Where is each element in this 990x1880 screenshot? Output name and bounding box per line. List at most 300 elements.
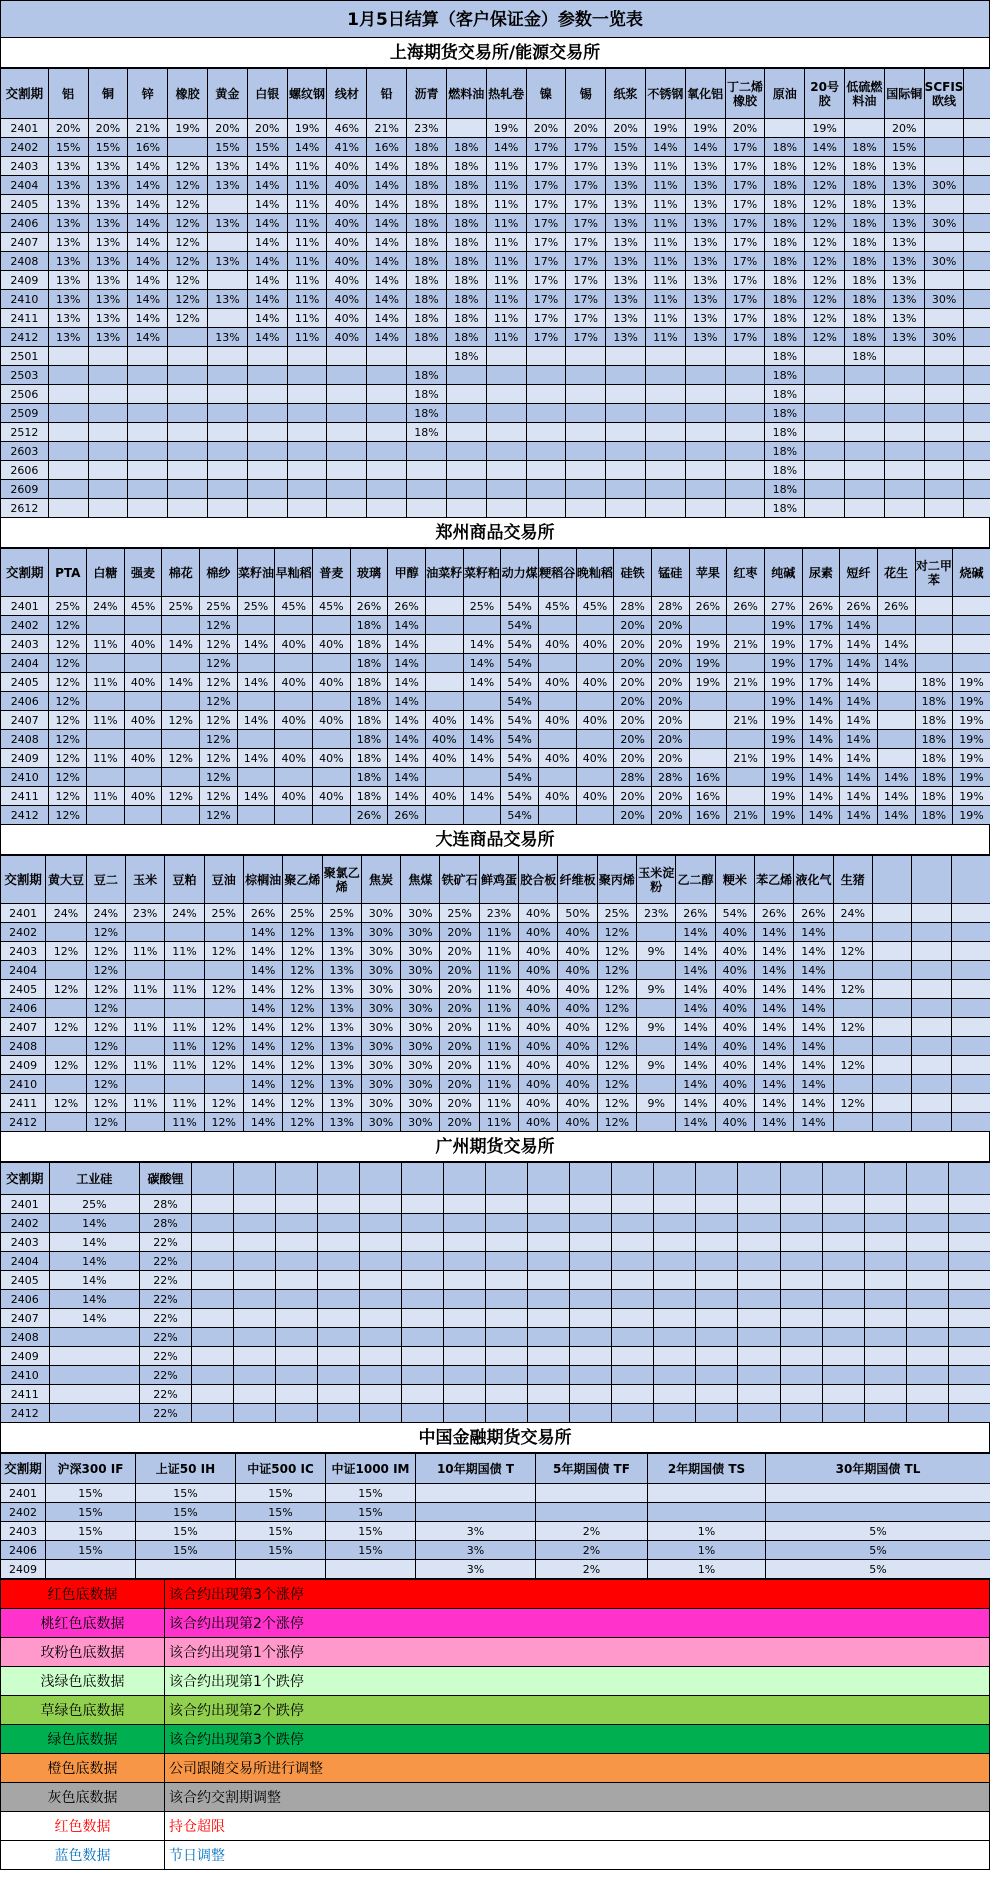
- table-row: [1, 385, 990, 404]
- margin-table-shfe: [0, 68, 990, 518]
- product-header: 油菜籽: [425, 549, 463, 597]
- delivery-period-cell: 2411: [1, 787, 49, 806]
- margin-rate-cell: 14%: [840, 654, 878, 673]
- product-header: 强麦: [124, 549, 162, 597]
- margin-rate-cell: [884, 461, 924, 480]
- margin-rate-cell: 17%: [526, 157, 566, 176]
- delivery-period-cell: 2412: [1, 328, 49, 347]
- margin-rate-cell: 14%: [754, 1056, 793, 1075]
- margin-rate-cell: [637, 961, 676, 980]
- margin-rate-cell: [612, 1252, 654, 1271]
- delivery-period-cell: 2402: [1, 1503, 46, 1522]
- margin-rate-cell: [924, 157, 964, 176]
- product-header: 锌: [128, 69, 168, 119]
- margin-rate-cell: [486, 499, 526, 518]
- margin-rate-cell: 12%: [805, 195, 845, 214]
- delivery-period-cell: 2411: [1, 309, 49, 328]
- margin-rate-cell: 14%: [128, 157, 168, 176]
- margin-rate-cell: 40%: [576, 787, 614, 806]
- margin-rate-cell: [233, 1271, 275, 1290]
- product-header: 晚籼稻: [576, 549, 614, 597]
- margin-rate-cell: [924, 404, 964, 423]
- delivery-period-cell: 2403: [1, 635, 49, 654]
- margin-rate-cell: 14%: [802, 768, 840, 787]
- margin-rate-cell: 28%: [140, 1214, 192, 1233]
- margin-rate-cell: [606, 442, 646, 461]
- margin-rate-cell: 41%: [327, 138, 367, 157]
- margin-rate-cell: 18%: [915, 749, 953, 768]
- margin-rate-cell: 14%: [840, 711, 878, 730]
- table-row: [1, 271, 990, 290]
- product-header: 纤维板: [558, 856, 597, 904]
- margin-rate-cell: [805, 461, 845, 480]
- color-legend: [0, 1579, 990, 1870]
- table-row: [1, 1018, 990, 1037]
- margin-rate-cell: 25%: [49, 1195, 140, 1214]
- margin-rate-cell: 11%: [645, 195, 685, 214]
- margin-rate-cell: [906, 1309, 948, 1328]
- margin-rate-cell: [287, 461, 327, 480]
- margin-rate-cell: [287, 499, 327, 518]
- margin-rate-cell: 9%: [637, 1056, 676, 1075]
- exchange-title-dce: 大连商品交易所: [0, 825, 990, 855]
- table-row: [1, 1290, 990, 1309]
- margin-rate-cell: 14%: [128, 309, 168, 328]
- margin-rate-cell: 12%: [200, 730, 238, 749]
- margin-rate-cell: 14%: [247, 157, 287, 176]
- margin-rate-cell: [738, 1195, 780, 1214]
- margin-rate-cell: [645, 347, 685, 366]
- delivery-period-cell: 2402: [1, 923, 46, 942]
- margin-rate-cell: [822, 1233, 864, 1252]
- margin-rate-cell: 28%: [140, 1195, 192, 1214]
- margin-rate-cell: 12%: [168, 195, 208, 214]
- margin-rate-cell: 54%: [501, 768, 539, 787]
- margin-rate-cell: 30%: [401, 1075, 440, 1094]
- product-header: 胶合板: [519, 856, 558, 904]
- margin-rate-cell: 14%: [794, 1075, 833, 1094]
- margin-rate-cell: 14%: [802, 730, 840, 749]
- margin-rate-cell: 40%: [715, 999, 754, 1018]
- margin-rate-cell: [915, 654, 953, 673]
- margin-rate-cell: 14%: [463, 787, 501, 806]
- margin-rate-cell: [360, 1309, 402, 1328]
- margin-rate-cell: 12%: [283, 1075, 322, 1094]
- margin-rate-cell: 13%: [884, 157, 924, 176]
- margin-rate-cell: 18%: [446, 195, 486, 214]
- margin-rate-cell: [526, 480, 566, 499]
- margin-rate-cell: 22%: [140, 1328, 192, 1347]
- margin-rate-cell: [951, 942, 990, 961]
- margin-rate-cell: [645, 499, 685, 518]
- margin-rate-cell: 17%: [526, 214, 566, 233]
- margin-rate-cell: 13%: [48, 309, 88, 328]
- margin-rate-cell: [864, 1214, 906, 1233]
- margin-rate-cell: [906, 1366, 948, 1385]
- margin-rate-cell: 18%: [765, 195, 805, 214]
- margin-rate-cell: [953, 654, 990, 673]
- margin-rate-cell: 14%: [388, 768, 426, 787]
- margin-rate-cell: [964, 404, 990, 423]
- margin-rate-cell: 12%: [49, 692, 87, 711]
- margin-rate-cell: [570, 1328, 612, 1347]
- margin-rate-cell: [367, 347, 407, 366]
- margin-rate-cell: 14%: [243, 1056, 282, 1075]
- margin-rate-cell: [833, 999, 872, 1018]
- margin-rate-cell: 14%: [877, 768, 915, 787]
- margin-rate-cell: [948, 1271, 990, 1290]
- margin-rate-cell: 30%: [361, 1075, 400, 1094]
- margin-rate-cell: [275, 1214, 317, 1233]
- margin-rate-cell: [402, 1347, 444, 1366]
- margin-rate-cell: [727, 654, 765, 673]
- margin-rate-cell: [884, 423, 924, 442]
- margin-rate-cell: [822, 1385, 864, 1404]
- margin-rate-cell: 40%: [558, 1056, 597, 1075]
- margin-rate-cell: [191, 1233, 233, 1252]
- margin-rate-cell: 13%: [88, 157, 128, 176]
- margin-rate-cell: [46, 1075, 86, 1094]
- margin-rate-cell: [402, 1366, 444, 1385]
- margin-rate-cell: [872, 980, 911, 999]
- margin-rate-cell: [233, 1290, 275, 1309]
- margin-rate-cell: [570, 1290, 612, 1309]
- margin-rate-cell: 20%: [440, 1113, 479, 1132]
- margin-rate-cell: [317, 1309, 359, 1328]
- product-header: 橡胶: [168, 69, 208, 119]
- margin-rate-cell: [877, 692, 915, 711]
- margin-rate-cell: [912, 1094, 951, 1113]
- margin-rate-cell: 15%: [46, 1503, 136, 1522]
- margin-rate-cell: [528, 1290, 570, 1309]
- margin-rate-cell: [738, 1214, 780, 1233]
- margin-rate-cell: [125, 1075, 164, 1094]
- margin-rate-cell: 11%: [165, 1037, 204, 1056]
- margin-rate-cell: 11%: [125, 1056, 164, 1075]
- margin-rate-cell: [486, 1271, 528, 1290]
- margin-rate-cell: 40%: [327, 176, 367, 195]
- margin-rate-cell: [275, 1290, 317, 1309]
- product-header: 螺纹钢: [287, 69, 327, 119]
- delivery-period-cell: 2411: [1, 1385, 50, 1404]
- margin-rate-cell: 17%: [566, 157, 606, 176]
- margin-rate-cell: 11%: [479, 1094, 518, 1113]
- margin-rate-cell: 14%: [388, 673, 426, 692]
- margin-rate-cell: [912, 942, 951, 961]
- margin-rate-cell: [402, 1404, 444, 1423]
- margin-rate-cell: [486, 1195, 528, 1214]
- margin-rate-cell: 17%: [526, 252, 566, 271]
- margin-rate-cell: 17%: [802, 654, 840, 673]
- margin-rate-cell: 12%: [200, 806, 238, 825]
- margin-rate-cell: 20%: [88, 119, 128, 138]
- margin-rate-cell: [446, 423, 486, 442]
- margin-rate-cell: [88, 423, 128, 442]
- margin-rate-cell: 54%: [715, 904, 754, 923]
- margin-rate-cell: [48, 423, 88, 442]
- margin-rate-cell: 11%: [486, 290, 526, 309]
- product-header: 早籼稻: [275, 549, 313, 597]
- margin-rate-cell: [833, 1037, 872, 1056]
- margin-rate-cell: 18%: [765, 404, 805, 423]
- legend-row: [1, 1580, 990, 1609]
- margin-rate-cell: [696, 1233, 738, 1252]
- product-header: [402, 1163, 444, 1195]
- margin-rate-cell: 18%: [845, 290, 885, 309]
- margin-rate-cell: 30%: [361, 1094, 400, 1113]
- margin-rate-cell: 54%: [501, 749, 539, 768]
- margin-rate-cell: 17%: [526, 233, 566, 252]
- product-header: 纸浆: [606, 69, 646, 119]
- margin-rate-cell: [486, 347, 526, 366]
- table-row: [1, 1195, 990, 1214]
- product-header: 棉纱: [200, 549, 238, 597]
- margin-rate-cell: [780, 1309, 822, 1328]
- product-header: 棕榈油: [243, 856, 282, 904]
- margin-rate-cell: 15%: [326, 1503, 416, 1522]
- margin-rate-cell: 19%: [764, 711, 802, 730]
- margin-rate-cell: 14%: [676, 942, 715, 961]
- margin-rate-cell: 18%: [915, 692, 953, 711]
- delivery-period-cell: 2405: [1, 980, 46, 999]
- margin-rate-cell: 14%: [128, 271, 168, 290]
- margin-rate-cell: 14%: [754, 1075, 793, 1094]
- margin-rate-cell: 1%: [648, 1541, 766, 1560]
- margin-rate-cell: 12%: [597, 923, 636, 942]
- margin-rate-cell: 12%: [162, 749, 200, 768]
- margin-rate-cell: 40%: [538, 711, 576, 730]
- margin-rate-cell: [727, 730, 765, 749]
- margin-rate-cell: 5%: [766, 1541, 990, 1560]
- margin-rate-cell: 12%: [283, 1037, 322, 1056]
- margin-rate-cell: [538, 730, 576, 749]
- margin-rate-cell: 17%: [725, 214, 765, 233]
- margin-rate-cell: 12%: [49, 673, 87, 692]
- margin-rate-cell: [124, 730, 162, 749]
- margin-rate-cell: [287, 404, 327, 423]
- margin-rate-cell: 18%: [765, 176, 805, 195]
- table-row: [1, 1056, 990, 1075]
- margin-rate-cell: 18%: [915, 673, 953, 692]
- margin-rate-cell: [685, 499, 725, 518]
- margin-rate-cell: [367, 385, 407, 404]
- margin-rate-cell: 40%: [519, 1056, 558, 1075]
- margin-rate-cell: 30%: [401, 942, 440, 961]
- margin-rate-cell: [360, 1347, 402, 1366]
- margin-rate-cell: [444, 1252, 486, 1271]
- delivery-period-cell: 2609: [1, 480, 49, 499]
- margin-rate-cell: 17%: [526, 290, 566, 309]
- margin-rate-cell: 13%: [88, 290, 128, 309]
- delivery-period-cell: 2509: [1, 404, 49, 423]
- margin-rate-cell: [486, 1328, 528, 1347]
- product-header: 红枣: [727, 549, 765, 597]
- margin-rate-cell: 13%: [606, 309, 646, 328]
- margin-rate-cell: [845, 442, 885, 461]
- margin-rate-cell: 26%: [727, 597, 765, 616]
- margin-rate-cell: [953, 635, 990, 654]
- table-row: [1, 423, 990, 442]
- product-header: 甲醇: [388, 549, 426, 597]
- delivery-period-cell: 2512: [1, 423, 49, 442]
- margin-rate-cell: 17%: [526, 309, 566, 328]
- margin-rate-cell: 26%: [350, 806, 388, 825]
- margin-rate-cell: 17%: [526, 176, 566, 195]
- margin-rate-cell: [526, 423, 566, 442]
- margin-table-gfex: [0, 1162, 990, 1423]
- margin-rate-cell: 40%: [425, 711, 463, 730]
- margin-rate-cell: 12%: [283, 1113, 322, 1132]
- margin-rate-cell: 40%: [715, 1056, 754, 1075]
- margin-rate-cell: 14%: [243, 1018, 282, 1037]
- margin-rate-cell: 17%: [802, 635, 840, 654]
- legend-description: 持仓超限: [165, 1812, 990, 1841]
- margin-rate-cell: 30%: [361, 961, 400, 980]
- legend-row: [1, 1783, 990, 1812]
- margin-rate-cell: 40%: [519, 942, 558, 961]
- product-header: [948, 1163, 990, 1195]
- margin-rate-cell: 24%: [46, 904, 86, 923]
- margin-rate-cell: 18%: [350, 616, 388, 635]
- margin-rate-cell: 18%: [765, 309, 805, 328]
- margin-rate-cell: [425, 597, 463, 616]
- margin-rate-cell: 14%: [754, 1018, 793, 1037]
- margin-rate-cell: 12%: [168, 233, 208, 252]
- margin-rate-cell: 12%: [204, 1113, 243, 1132]
- margin-rate-cell: 11%: [486, 271, 526, 290]
- margin-rate-cell: [738, 1404, 780, 1423]
- delivery-period-cell: 2405: [1, 195, 49, 214]
- table-row: [1, 1233, 990, 1252]
- margin-rate-cell: [948, 1309, 990, 1328]
- margin-rate-cell: [924, 480, 964, 499]
- table-row: [1, 711, 990, 730]
- margin-rate-cell: [128, 366, 168, 385]
- margin-rate-cell: [208, 309, 248, 328]
- margin-rate-cell: 14%: [367, 252, 407, 271]
- margin-rate-cell: [168, 480, 208, 499]
- margin-rate-cell: [570, 1385, 612, 1404]
- margin-rate-cell: [951, 980, 990, 999]
- margin-rate-cell: 15%: [884, 138, 924, 157]
- margin-rate-cell: 18%: [845, 233, 885, 252]
- product-header: 黄金: [208, 69, 248, 119]
- margin-rate-cell: 14%: [243, 999, 282, 1018]
- margin-rate-cell: 20%: [651, 654, 689, 673]
- margin-rate-cell: [689, 616, 727, 635]
- margin-rate-cell: [845, 385, 885, 404]
- delivery-period-cell: 2405: [1, 673, 49, 692]
- margin-rate-cell: 14%: [794, 1094, 833, 1113]
- margin-rate-cell: 12%: [283, 923, 322, 942]
- margin-rate-cell: 14%: [49, 1271, 140, 1290]
- table-header-row: [1, 69, 990, 119]
- margin-rate-cell: 12%: [283, 1018, 322, 1037]
- margin-rate-cell: 11%: [645, 328, 685, 347]
- margin-rate-cell: 20%: [440, 961, 479, 980]
- margin-rate-cell: [877, 711, 915, 730]
- margin-rate-cell: 12%: [204, 942, 243, 961]
- margin-rate-cell: 1%: [648, 1522, 766, 1541]
- margin-rate-cell: 13%: [685, 195, 725, 214]
- margin-rate-cell: [964, 442, 990, 461]
- margin-rate-cell: [872, 923, 911, 942]
- margin-rate-cell: [612, 1347, 654, 1366]
- margin-rate-cell: [191, 1290, 233, 1309]
- margin-rate-cell: [165, 999, 204, 1018]
- margin-rate-cell: [696, 1309, 738, 1328]
- margin-rate-cell: 14%: [676, 1037, 715, 1056]
- table-row: [1, 980, 990, 999]
- margin-rate-cell: [317, 1328, 359, 1347]
- margin-rate-cell: 12%: [86, 942, 125, 961]
- margin-rate-cell: [884, 347, 924, 366]
- margin-rate-cell: [275, 768, 313, 787]
- margin-rate-cell: [654, 1328, 696, 1347]
- product-header: 玉米淀粉: [637, 856, 676, 904]
- margin-rate-cell: [287, 480, 327, 499]
- margin-rate-cell: 19%: [689, 635, 727, 654]
- legend-label: 桃红色底数据: [1, 1609, 165, 1638]
- margin-rate-cell: [570, 1404, 612, 1423]
- table-row: [1, 214, 990, 233]
- margin-rate-cell: 14%: [840, 692, 878, 711]
- margin-rate-cell: [360, 1252, 402, 1271]
- margin-rate-cell: [49, 1328, 140, 1347]
- margin-rate-cell: 19%: [486, 119, 526, 138]
- margin-rate-cell: [125, 1113, 164, 1132]
- margin-rate-cell: 18%: [845, 176, 885, 195]
- margin-rate-cell: [444, 1347, 486, 1366]
- margin-rate-cell: [845, 461, 885, 480]
- product-header: 上证50 IH: [136, 1454, 236, 1484]
- margin-rate-cell: 12%: [86, 1037, 125, 1056]
- legend-description: 该合约交割期调整: [165, 1783, 990, 1812]
- margin-rate-cell: [645, 461, 685, 480]
- product-header: 尿素: [802, 549, 840, 597]
- delivery-period-cell: 2406: [1, 999, 46, 1018]
- product-header: 燃料油: [446, 69, 486, 119]
- margin-rate-cell: 20%: [651, 806, 689, 825]
- delivery-period-cell: 2407: [1, 711, 49, 730]
- margin-rate-cell: 12%: [168, 176, 208, 195]
- legend-description: 该合约出现第3个涨停: [165, 1580, 990, 1609]
- margin-rate-cell: 12%: [805, 252, 845, 271]
- margin-rate-cell: 12%: [283, 999, 322, 1018]
- table-row: [1, 138, 990, 157]
- margin-rate-cell: 40%: [275, 749, 313, 768]
- margin-rate-cell: 18%: [407, 176, 447, 195]
- margin-rate-cell: 23%: [637, 904, 676, 923]
- margin-rate-cell: [528, 1404, 570, 1423]
- margin-rate-cell: 15%: [46, 1541, 136, 1560]
- margin-rate-cell: [425, 654, 463, 673]
- margin-rate-cell: 13%: [48, 233, 88, 252]
- margin-rate-cell: 14%: [802, 749, 840, 768]
- margin-rate-cell: 14%: [463, 654, 501, 673]
- margin-rate-cell: 14%: [754, 999, 793, 1018]
- margin-rate-cell: [313, 654, 351, 673]
- margin-rate-cell: 40%: [558, 942, 597, 961]
- margin-rate-cell: 13%: [208, 157, 248, 176]
- margin-rate-cell: [766, 1484, 990, 1503]
- margin-rate-cell: 19%: [764, 749, 802, 768]
- margin-rate-cell: 17%: [566, 214, 606, 233]
- margin-rate-cell: 54%: [501, 597, 539, 616]
- margin-rate-cell: 9%: [637, 980, 676, 999]
- margin-rate-cell: 14%: [802, 692, 840, 711]
- margin-rate-cell: 40%: [715, 923, 754, 942]
